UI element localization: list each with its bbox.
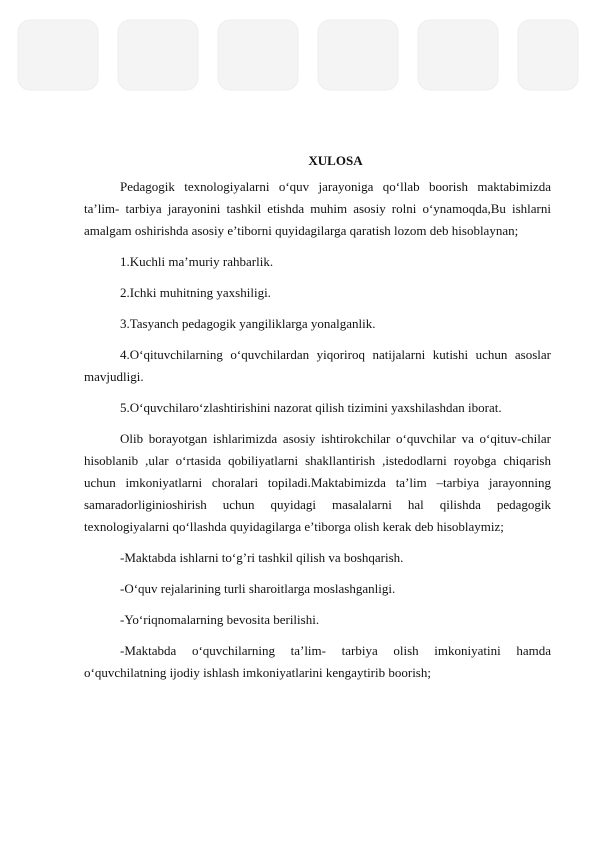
dash-item-2: -Oʻquv rejalarining turli sharoitlarga moslashganligi. [120, 581, 396, 596]
document-page [84, 150, 551, 693]
list-item-4: 4.Oʻqituvchilarning oʻquvchilardan yiqoriroq natijalarni kutishi uchun asoslar mavjudligi. [84, 347, 551, 384]
list-item-1: 1.Kuchli ma’muriy rahbarlik. [120, 254, 274, 269]
document-title: XULOSA [308, 153, 363, 168]
dash-item-1: -Maktabda ishlarni toʻg’ri tashkil qilish va boshqarish. [120, 550, 404, 565]
list-item-3: 3.Tasyanch pedagogik yangiliklarga yonalganlik. [120, 316, 376, 331]
second-paragraph: Olib borayotgan ishlarimizda asosiy ishtirokchilar oʻquvchilar va oʻqituv-chilar hisoblanib ,ular oʻrtasida qobiliyatlarni shakllantirish ,istedodlarni royobga chiqarish uchun imkoniyatlarni choralari topiladi.Maktabimizda ta’lim –tarbiya jarayonning samaradorliginioshirish uchun quyidagi masalalarni hal qilishda pedagogik texnologiyalarni qoʻllashda quyidagilarga e’tiborga olish kerak deb hisoblaymiz; [84, 431, 551, 534]
list-item-2: 2.Ichki muhitning yaxshiligi. [120, 285, 271, 300]
dash-item-4: -Maktabda oʻquvchilarning ta’lim- tarbiya olish imkoniyatini hamda oʻquvchilatning ijodiy ishlash imkoniyatlarini kengaytirib boorish; [84, 643, 551, 680]
watermark-logo-pattern [0, 0, 595, 120]
dash-item-3: -Yoʻriqnomalarning bevosita berilishi. [120, 612, 320, 627]
intro-paragraph: Pedagogik texnologiyalarni oʻquv jarayoniga qoʻllab boorish maktabimizda ta’lim- tarbiya jarayonini tashkil etishda muhim asosiy rolni oʻynamoqda,Bu ishlarni amalgam oshirishda asosiy e’tiborni quyidagilarga qaratish lozom deb hisoblaynan; [84, 179, 551, 238]
list-item-5: 5.Oʻquvchilaroʻzlashtirishini nazorat qilish tizimini yaxshilashdan iborat. [120, 400, 502, 415]
